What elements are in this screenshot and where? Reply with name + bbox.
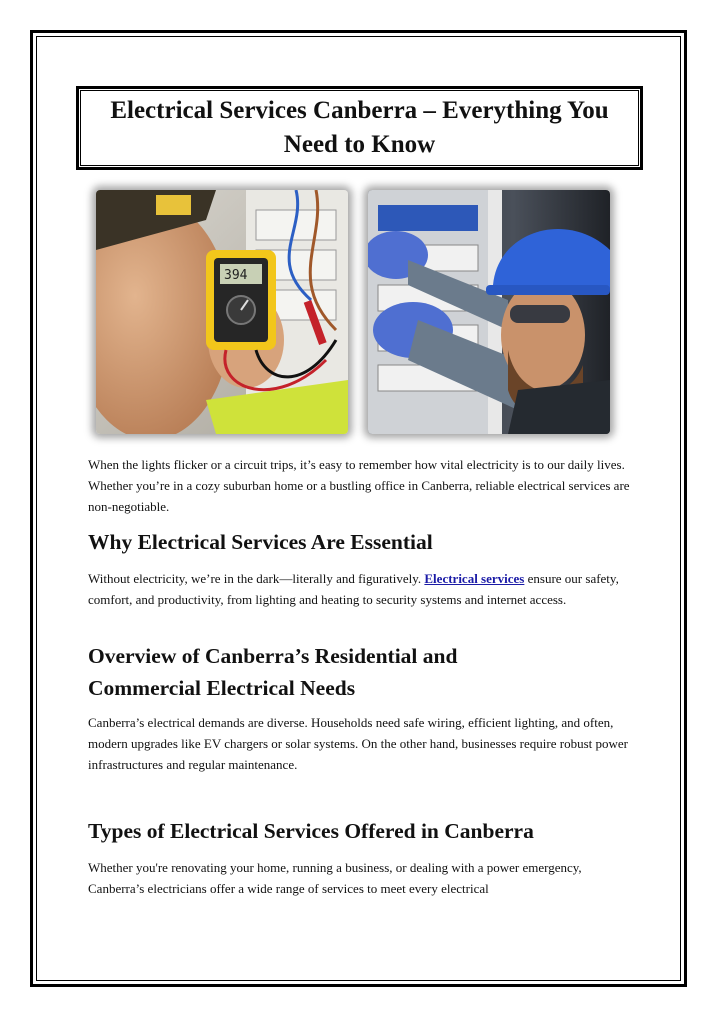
- electrician-in-hard-hat-photo: [368, 190, 610, 434]
- section-essential: [88, 526, 633, 558]
- essential-text-after-link: ensure our safety, comfort, and productivity, from lighting and heating to security systems and internet access.: [88, 571, 619, 607]
- section-overview: [88, 640, 633, 704]
- document-title: Electrical Services Canberra – Everything You Need to Know: [110, 97, 609, 158]
- section-paragraph-types: Whether you're renovating your home, running a business, or dealing with a power emergency, Canberra’s electricians offer a wide range of services to meet every electrical: [88, 860, 582, 896]
- electrician-with-multimeter-photo: [96, 190, 348, 434]
- section-overview-body: [88, 712, 633, 775]
- section-paragraph-overview: Canberra’s electrical demands are diverse. Households need safe wiring, efficient lighting, and often, modern upgrades like EV chargers or solar systems. On the other hand, businesses require robust power infrastructures and regular maintenance.: [88, 715, 628, 772]
- section-heading-types: Types of Electrical Services Offered in Canberra: [88, 819, 534, 843]
- intro-paragraph: When the lights flicker or a circuit trips, it’s easy to remember how vital electricity is to our daily lives. Whether you’re in a cozy suburban home or a bustling office in Canberra, reliable electrical services are non-negotiable.: [88, 457, 630, 514]
- intro-paragraph-block: [88, 454, 633, 517]
- essential-text-before-link: Without electricity, we’re in the dark—literally and figuratively.: [88, 571, 425, 586]
- section-types: [88, 815, 633, 847]
- section-essential-body: [88, 568, 633, 610]
- electrical-services-link[interactable]: Electrical services: [424, 571, 525, 586]
- section-heading-essential: Why Electrical Services Are Essential: [88, 530, 433, 554]
- section-paragraph-essential: [88, 568, 633, 610]
- title-box: [80, 90, 639, 166]
- section-types-body: [88, 857, 633, 899]
- svg-text:394: 394: [224, 268, 248, 283]
- section-heading-overview: Overview of Canberra’s Residential and Commercial Electrical Needs: [88, 644, 458, 700]
